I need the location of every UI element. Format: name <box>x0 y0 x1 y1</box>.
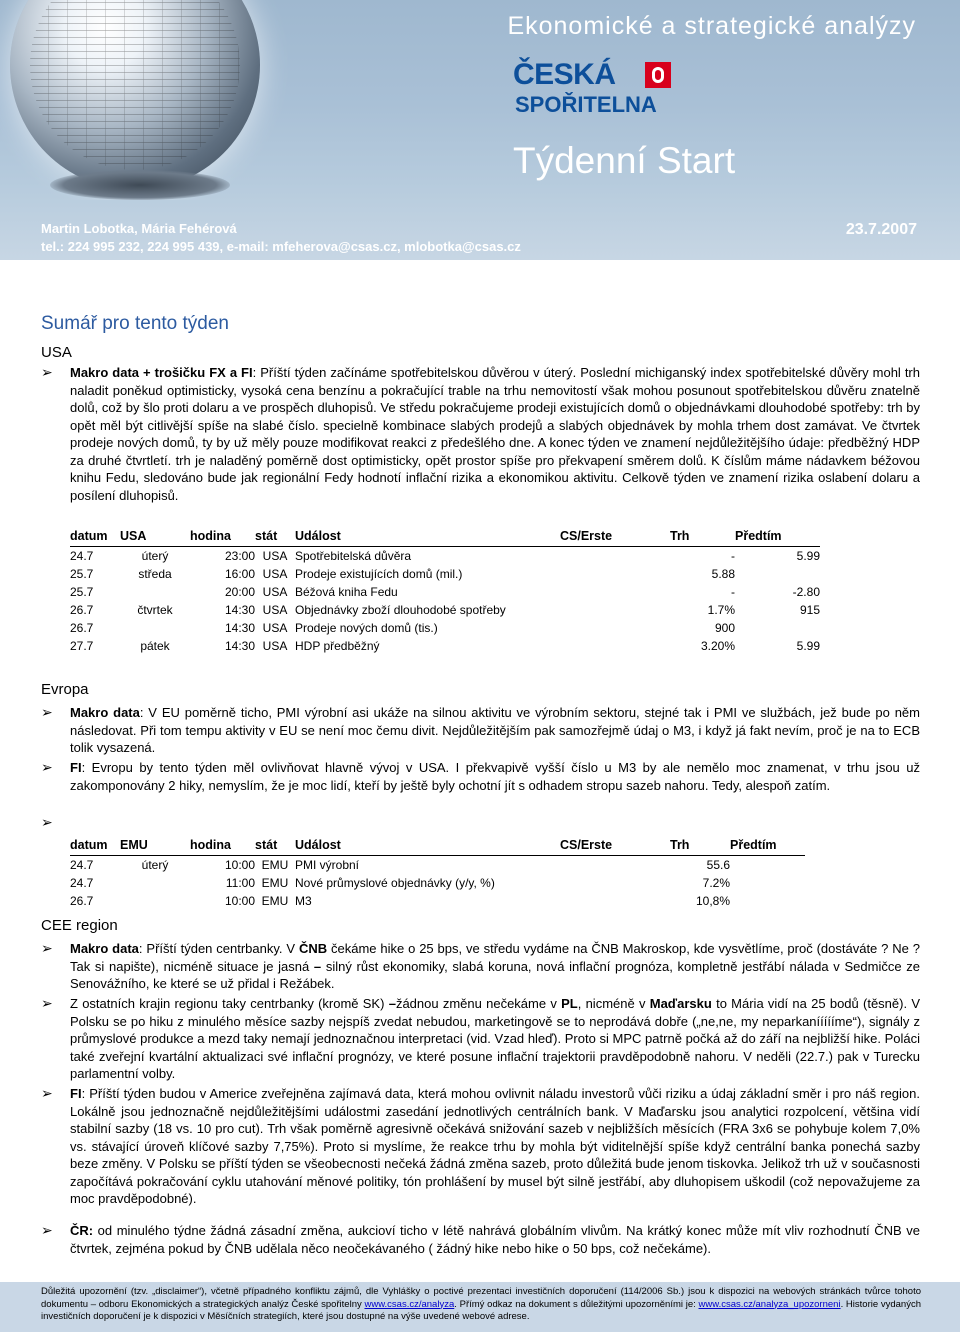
bullet-arrow-icon: ➢ <box>41 704 53 720</box>
section-europe-heading: Evropa <box>41 681 89 698</box>
table-cell <box>560 601 670 619</box>
authors: Martin Lobotka, Mária Fehérová <box>41 221 237 236</box>
report-date: 23.7.2007 <box>845 221 917 238</box>
table-cell: - <box>731 549 735 563</box>
bullet-arrow-icon: ➢ <box>41 1085 53 1101</box>
disclaimer-line2b: . Přímý odkaz na dokument s důležitými upozorněními je: <box>454 1298 696 1310</box>
table-cell: 25.7 <box>70 585 94 599</box>
table-cell: 23:00 <box>224 549 255 563</box>
analyza-link[interactable]: www.csas.cz/analyza <box>364 1298 455 1310</box>
upozorneni-link[interactable]: www.csas.cz/analyza_upozorneni <box>698 1298 841 1310</box>
disclaimer-line2: tvůrce tohoto dokumentu – odboru Ekonomických a strategických analýz České spořitelny <box>41 1286 922 1310</box>
column-header: EMU <box>120 836 190 856</box>
table-cell <box>560 619 670 637</box>
table-row <box>70 892 805 910</box>
column-header: hodina <box>190 527 255 547</box>
bullet-arrow-icon: ➢ <box>41 940 53 956</box>
table-cell: 10:00 <box>224 858 255 872</box>
table-cell: 5.99 <box>796 639 820 653</box>
emu-events-table <box>70 836 805 910</box>
table-row <box>70 601 820 619</box>
cee-paragraph-2: Z ostatních krajin regionu taky centrbanky (kromě SK) –žádnou změnu nečekáme v PL, nicméně v Maďarsku to Mária vidí na 25 bodů (těsně). V Polsku se po hiku z minulého měsíce sazby nejspíš zvedat nebudou, marketingově se to neprodává dobře („ne,ne, my neparkaníííííme“), signály z průmyslové produkce a mezd taky nemají jednoznačnou interpretaci (vid. Vzad hleď). Proto si MPC patrně počká až do září na nejbližší hike. Poláci také zveřejní kvartální aktualizaci své inflační prognózy, ve které posune inflační trajektorii pravděpodobně nahoru. V neděli (22.7.) pak v Turecku parlamentní volby. <box>70 996 920 1081</box>
column-header: Trh <box>670 836 730 856</box>
table-cell <box>560 856 670 875</box>
table-cell <box>560 583 670 601</box>
disclaimer-footer <box>0 1282 960 1332</box>
table-cell: 27.7 <box>70 639 94 653</box>
cee-paragraph-3: FI: Příští týden budou v Americe zveřejněna zajímavá data, která mohou ovlivnit náladu investorů vůči riziku a údaj základní směr i pro náš region. Lokálně jsou jednoznačně nejdůležitějšími událostmi zasedání jednotlivých centrálních bank. V Maďarsku jsou analytici rozpolcení, většina vidí stabilní sazby (18 vs. 10 pro cut). Trh však poměrně agresivně očekává snižování sazeb v nejbližších měsících (FRA 3x6 se pohybuje kolem 7,0% vs. stávající úroveň klíčové sazby 7,75%). Proto si myslíme, že reakce trhu by mohla být viditelnější spíše když centrální banka ponechá sazby beze změny. V Polsku se příští týden se všeobecnosti nečeká žádná změna sazeb, proto důležitá bude jenom tiskovka. Jelikož trh už v současnosti započítává pokračování cyklu utahování měnové politiky, tón prohlášení by musel být silně jestřábí, aby dluhopisem uškodil (což nepovažujeme za moc pravděpodobné). <box>70 1086 920 1206</box>
table-cell: - <box>731 585 735 599</box>
table-cell: 14:30 <box>224 603 255 617</box>
table-cell: čtvrtek <box>137 603 173 617</box>
table-cell: 5.88 <box>711 567 735 581</box>
table-cell: pátek <box>140 639 170 653</box>
table-cell: USA <box>262 549 288 563</box>
table-cell: Prodeje existujících domů (mil.) <box>295 567 463 581</box>
column-header: Trh <box>670 527 735 547</box>
column-header: Předtím <box>730 836 805 856</box>
table-cell: USA <box>262 585 288 599</box>
table-cell <box>730 892 805 910</box>
table-cell: 10,8% <box>695 894 730 908</box>
table-header-row <box>70 527 820 547</box>
usa-paragraph <box>70 364 920 504</box>
table-cell: úterý <box>141 549 169 563</box>
table-row <box>70 619 820 637</box>
table-cell <box>560 637 670 655</box>
table-cell <box>735 565 820 583</box>
europe-p1-bold: Makro data <box>70 705 140 720</box>
table-cell: 3.20% <box>700 639 735 653</box>
column-header: Předtím <box>735 527 820 547</box>
table-cell: 10:00 <box>224 894 255 908</box>
table-cell <box>120 874 190 892</box>
table-cell: 14:30 <box>224 639 255 653</box>
table-cell: 25.7 <box>70 567 94 581</box>
bullet-arrow-icon: ➢ <box>41 1222 53 1238</box>
table-cell: -2.80 <box>792 585 820 599</box>
disclaimer-line1: Důležitá upozornění (tzv. „disclaimer“), včetně případného konfliktu zájmů, dle Vyhlášky o poctivé prezentaci investičních doporučení (114/2006 Sb.) jsou k dispozici na webových stránkách <box>41 1286 861 1297</box>
table-row <box>70 547 820 566</box>
table-cell <box>730 856 805 875</box>
table-row <box>70 874 805 892</box>
column-header: Událost <box>295 836 560 856</box>
table-cell <box>560 874 670 892</box>
disclaimer-text <box>41 1286 921 1324</box>
cee-paragraph-4: ČR: od minulého týdne žádná zásadní změna, aukcioví ticho v létě nahrává globálním vlivům. Na krátký konec může mít vliv rozhodnutí ČNB ve čtvrtek, zejména pokud by ČNB udělala něco neočekávaného ( žádný hike nebo hike o 50 bps, což nečekáme). <box>70 1223 920 1256</box>
usa-p1-text: : Příští týden začínáme spotřebitelskou důvěrou v úterý. Poslední michiganský index spotřebitelské důvěry mohl trh naladit poněkud optimisticky, vysoká cena benzínu a pokračující trable na trhu nemovitostí však mohou posunout spotřebitelskou důvěru znatelně dolů, což by šlo proti dolaru a ve prospěch dluhopisů. Ve středu pokračujeme prodeji existujících domů o objednávkami dlouhodobé spotřeby: trh by opět měl být citlivější spíše na slabé číslo. specielně kombinace slabých prodejů a slabých objednávek by mohla trhem dost zamávat. Ve čtvrtek prodeje nových domů, ty by už měly pouze modifikovat reakci z předešlého dne. A konec týden ve znamení nejdůležitějšího údaje: předběžný HDP za druhé čtvrtletí. trh je naladěný poměrně dost optimisticky, opět prostor spíše pro překvapení směrem dolů. K číslům máme nádavkem béžovou knihu Fedu, sledováno bude jak regionální Fedy hodnotí inflační rizika a ekonomikou aktivitu. Celkově týden ve znamení rizika oslabení dolaru a posílení dluhopisů. <box>70 365 920 503</box>
table-cell <box>560 565 670 583</box>
column-header: stát <box>255 836 295 856</box>
logo-line1: ČESKÁ <box>513 58 616 91</box>
bullet-arrow-icon: ➢ <box>41 759 53 775</box>
table-header-row <box>70 836 805 856</box>
table-row <box>70 637 820 655</box>
table-cell: Béžová kniha Fedu <box>295 585 398 599</box>
table-cell: Prodeje nových domů (tis.) <box>295 621 438 635</box>
table-cell: EMU <box>261 876 289 890</box>
table-cell <box>735 619 820 637</box>
europe-p2-bold: FI <box>70 760 82 775</box>
table-cell: 26.7 <box>70 894 94 908</box>
table-cell: 24.7 <box>70 858 94 872</box>
table-cell: 900 <box>714 621 735 635</box>
table-cell: M3 <box>295 894 312 908</box>
authors-block <box>41 220 521 256</box>
table-cell: USA <box>262 603 288 617</box>
logo-s-icon <box>645 62 671 88</box>
cee-paragraph-1: Makro data: Příští týden centrbanky. V ČNB čekáme hike o 25 bps, ve středu vydáme na ČNB Makroskop, kde vysvětlíme, proč (dostáváte ? Ne ? Tak si napište), nicméně situace je jasná – silný růst ekonomiky, slabá koruna, nová inflační prognóza, kompletně jestřábí nálada v Sedmičce ze Senovážního, ke které se už přidal i Režábek. <box>70 941 920 991</box>
column-header: stát <box>255 527 295 547</box>
column-header: datum <box>70 836 120 856</box>
table-cell: úterý <box>141 858 169 872</box>
table-cell: HDP předběžný <box>295 639 380 653</box>
week-title: Týdenní Start <box>513 140 736 181</box>
europe-paragraph-2 <box>70 759 920 794</box>
bullet-arrow-icon: ➢ <box>41 364 53 380</box>
report-header <box>0 0 960 260</box>
table-cell: 11:00 <box>225 876 255 890</box>
table-cell: USA <box>262 621 288 635</box>
table-cell <box>120 892 190 910</box>
table-cell <box>730 874 805 892</box>
table-row <box>70 583 820 601</box>
table-cell: 26.7 <box>70 621 94 635</box>
table-cell: PMI výrobní <box>295 858 360 872</box>
column-header: Událost <box>295 527 560 547</box>
column-header: CS/Erste <box>560 527 670 547</box>
table-row <box>70 565 820 583</box>
table-cell: Nové průmyslové objednávky (y/y, %) <box>295 876 495 890</box>
table-cell: Objednávky zboží dlouhodobé spotřeby <box>295 603 506 617</box>
table-cell: 7.2% <box>702 876 730 890</box>
globe-stand <box>50 170 230 200</box>
usa-p1-bold: Makro data + trošičku FX a FI <box>70 365 253 380</box>
bullet-arrow-icon: ➢ <box>41 814 53 830</box>
europe-p1-text: : V EU poměrně ticho, PMI výrobní asi ukáže na silnou aktivitu ve výrobním sektoru, stejné tak i PMI ve službách, jež bude po něm následovat. Při tom tempu aktivity v EU se není moc čemu divit. Nejdůležitějším pak samozřejmě údaj o M3, i když já fakt nevím, proč je na to ECB tolik vysazená. <box>70 705 920 755</box>
table-cell: 55.6 <box>706 858 730 872</box>
bullet-arrow-icon: ➢ <box>41 995 53 1011</box>
table-cell: 1.7% <box>707 603 735 617</box>
table-cell: 20:00 <box>224 585 255 599</box>
contact: tel.: 224 995 232, 224 995 439, e-mail: mfeherova@csas.cz, mlobotka@csas.cz <box>41 239 521 254</box>
usa-events-table <box>70 527 820 655</box>
table-cell <box>120 583 190 601</box>
table-cell: EMU <box>261 894 289 908</box>
europe-paragraph-1 <box>70 704 920 757</box>
logo-line2: SPOŘITELNA <box>515 92 657 117</box>
table-cell: USA <box>262 567 288 581</box>
column-header: datum <box>70 527 120 547</box>
table-cell: 24.7 <box>70 876 94 890</box>
column-header: USA <box>120 527 190 547</box>
globe-image <box>0 0 330 200</box>
table-cell: USA <box>262 639 288 653</box>
summary-title: Sumář pro tento týden <box>41 313 229 334</box>
section-cee-heading: CEE region <box>41 917 118 934</box>
table-cell: Spotřebitelská důvěra <box>295 549 412 563</box>
table-cell: 24.7 <box>70 549 94 563</box>
disclaimer-line3: . Historie vydaných investičních doporučení je k dispozici v Měsíčních strategiích, které jsou dostupné na výše uvedené webové adrese. <box>41 1298 922 1322</box>
header-title: Ekonomické a strategické analýzy <box>507 12 916 40</box>
table-cell: EMU <box>261 858 289 872</box>
table-cell: 14:30 <box>224 621 255 635</box>
table-cell: 915 <box>799 603 820 617</box>
table-cell: středa <box>138 567 172 581</box>
table-cell: 26.7 <box>70 603 94 617</box>
column-header: hodina <box>190 836 255 856</box>
table-cell <box>560 547 670 566</box>
europe-p2-text: : Evropu by tento týden měl ovlivňovat hlavně vývoj v USA. I překvapivě vyšší číslo u M3 by ale nemělo moc znamenat, v trhu jsou už zakomponovány 2 hiky, nemyslím, že je moc lidí, kteří by ještě byly ochotní jít s odhadem stropu sazeb nahoru. Tedy, alespoň zatím. <box>70 760 920 793</box>
table-cell: 5.99 <box>796 549 820 563</box>
column-header: CS/Erste <box>560 836 670 856</box>
table-cell <box>560 892 670 910</box>
table-cell: 16:00 <box>224 567 255 581</box>
table-row <box>70 856 805 875</box>
table-cell <box>120 619 190 637</box>
section-usa-heading: USA <box>41 344 72 361</box>
